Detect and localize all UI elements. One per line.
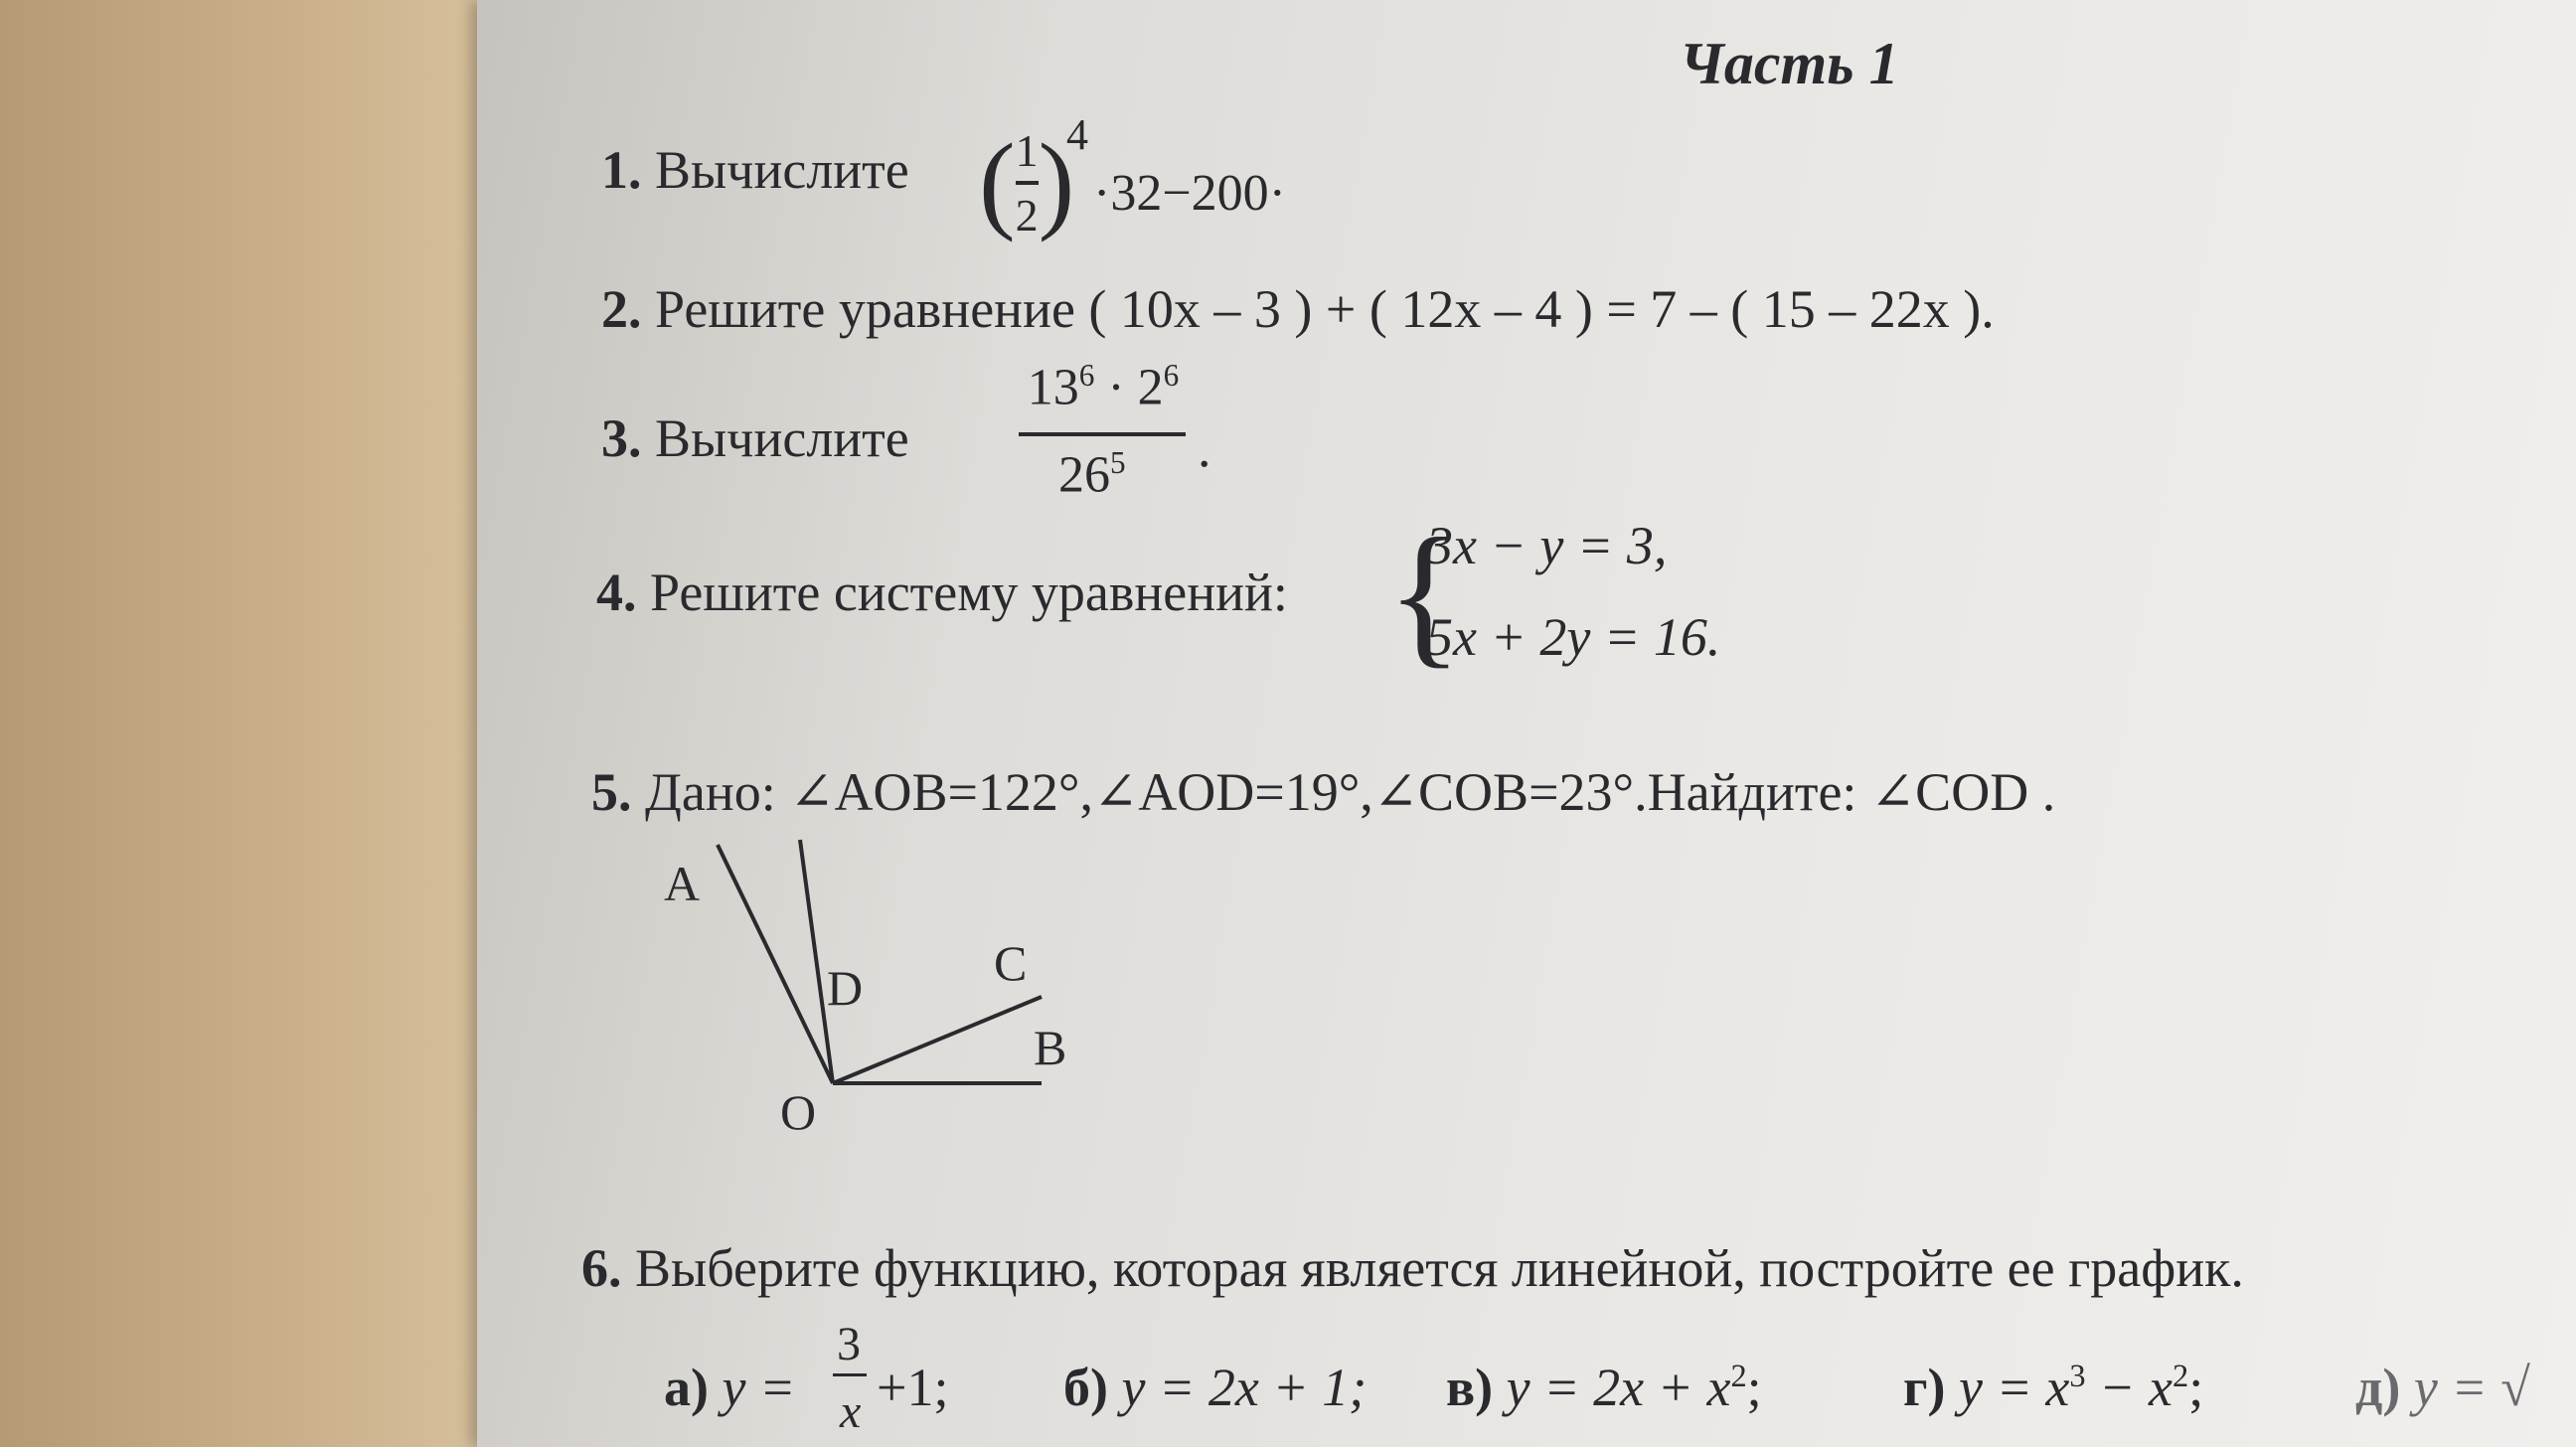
point-label-d: D bbox=[827, 960, 864, 1016]
task-number: 3. bbox=[601, 408, 642, 468]
fraction: $\frac{1}{2}$ bbox=[1015, 124, 1039, 241]
equation-2: 5x + 2y = 16. bbox=[1426, 607, 1721, 667]
task-3-denominator: $26^5$ bbox=[1058, 445, 1126, 504]
option-d: г) $y = x^3 - x^2$; bbox=[1903, 1358, 2204, 1417]
task-text: Выберите функцию, которая является линейной, постройте ее график. bbox=[635, 1238, 2244, 1298]
system-brace: { bbox=[1386, 505, 1463, 682]
task-number: 5. bbox=[591, 762, 632, 822]
option-a-denominator: x bbox=[840, 1385, 862, 1438]
point-label-o: O bbox=[780, 1084, 817, 1140]
exponent: 4 bbox=[1066, 110, 1088, 159]
task-3-period: . bbox=[1198, 418, 1211, 478]
page-title: Часть 1 bbox=[1680, 31, 1899, 96]
task-number: 1. bbox=[601, 140, 642, 200]
task-label: Вычислите bbox=[655, 140, 909, 200]
option-c: в) $y = 2x + x^2$; bbox=[1446, 1358, 1762, 1417]
option-a-numerator: 3 bbox=[837, 1318, 861, 1370]
task-number: 2. bbox=[601, 279, 642, 339]
task-number: 4. bbox=[596, 563, 637, 622]
ray-oc bbox=[833, 997, 1042, 1083]
task-6 bbox=[581, 1237, 2244, 1299]
equation-1: 3x − y = 3, bbox=[1426, 516, 1668, 575]
option-e: д) y = √ bbox=[2355, 1358, 2530, 1417]
task-text: Решите уравнение ( 10x – 3 ) + ( 12x – 4 ) = 7 – ( 15 – 22x ). bbox=[655, 279, 1995, 339]
point-label-b: B bbox=[1034, 1020, 1067, 1075]
left-paren: ( bbox=[979, 121, 1016, 242]
point-label-a: A bbox=[664, 856, 701, 911]
task-1-tail: ·32−200· bbox=[1093, 165, 1286, 222]
task-3-numerator: $13^6 \cdot 2^6$ bbox=[1027, 358, 1180, 416]
option-a-tail: +1; bbox=[877, 1358, 949, 1417]
option-b: б) y = 2x + 1; bbox=[1063, 1358, 1368, 1417]
task-number: 6. bbox=[581, 1238, 622, 1298]
point-label-c: C bbox=[994, 935, 1028, 991]
option-a-fraction-bar bbox=[833, 1373, 867, 1376]
task-label: Решите систему уравнений: bbox=[650, 563, 1288, 622]
right-paren: ) bbox=[1038, 121, 1075, 242]
option-a: а) y = bbox=[664, 1358, 796, 1417]
task-label: Вычислите bbox=[655, 408, 909, 468]
task-text: Дано: ∠AOB=122°,∠AOD=19°,∠COB=23°.Найдите: ∠COD . bbox=[645, 762, 2056, 822]
